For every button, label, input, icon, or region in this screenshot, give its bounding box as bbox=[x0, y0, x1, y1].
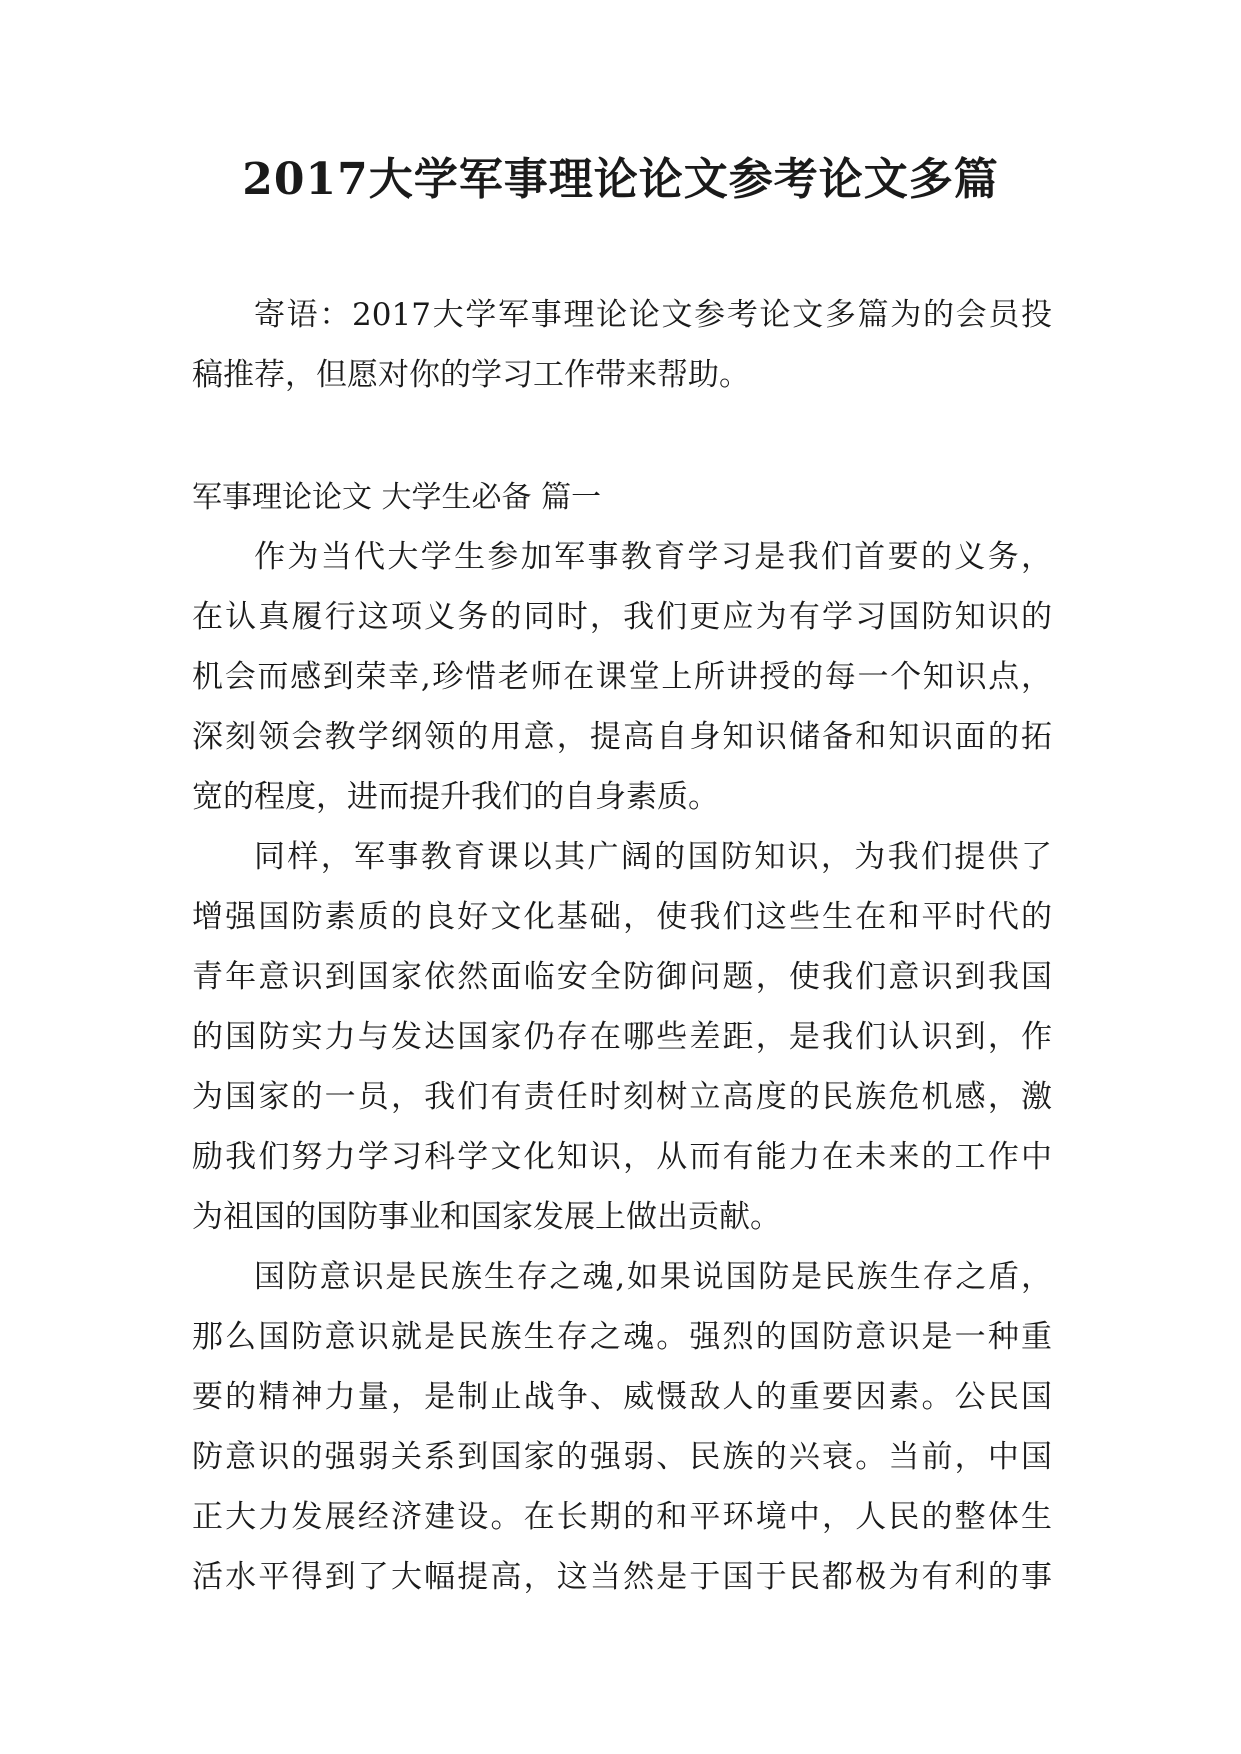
paragraph-line: 活水平得到了大幅提高，这当然是于国于民都极为有利的事 bbox=[192, 1559, 1052, 1595]
paragraph-line: 机会而感到荣幸,珍惜老师在课堂上所讲授的每一个知识点， bbox=[192, 659, 1052, 695]
paragraph-line: 同样，军事教育课以其广阔的国防知识，为我们提供了 bbox=[254, 839, 1052, 875]
intro-line: 寄语：2017大学军事理论论文参考论文多篇为的会员投 bbox=[254, 297, 1052, 333]
paragraph-line: 励我们努力学习科学文化知识，从而有能力在未来的工作中 bbox=[192, 1139, 1052, 1175]
spacer bbox=[192, 405, 1052, 469]
paragraph-line: 为国家的一员，我们有责任时刻树立高度的民族危机感，激 bbox=[192, 1079, 1052, 1115]
paragraph-line: 为祖国的国防事业和国家发展上做出贡献。 bbox=[192, 1199, 781, 1235]
paragraph-line: 宽的程度，进而提升我们的自身素质。 bbox=[192, 779, 719, 815]
paragraph-line: 增强国防素质的良好文化基础，使我们这些生在和平时代的 bbox=[192, 899, 1052, 935]
section-heading: 军事理论论文 大学生必备 篇一 bbox=[192, 480, 602, 515]
paragraph-line: 防意识的强弱关系到国家的强弱、民族的兴衰。当前，中国 bbox=[192, 1439, 1052, 1475]
paragraph-line: 要的精神力量，是制止战争、威慑敌人的重要因素。公民国 bbox=[192, 1379, 1052, 1415]
paragraph-line: 的国防实力与发达国家仍存在哪些差距，是我们认识到，作 bbox=[192, 1019, 1052, 1055]
paragraph-line: 深刻领会教学纲领的用意，提高自身知识储备和知识面的拓 bbox=[192, 719, 1052, 755]
paragraph-line: 那么国防意识就是民族生存之魂。强烈的国防意识是一种重 bbox=[192, 1319, 1052, 1355]
intro-line: 稿推荐，但愿对你的学习工作带来帮助。 bbox=[192, 357, 750, 393]
paragraph-line: 在认真履行这项义务的同时，我们更应为有学习国防知识的 bbox=[192, 599, 1052, 635]
paragraph-line: 国防意识是民族生存之魂,如果说国防是民族生存之盾， bbox=[254, 1259, 1052, 1295]
paragraph-line: 正大力发展经济建设。在长期的和平环境中，人民的整体生 bbox=[192, 1499, 1052, 1535]
document-title: 2017大学军事理论论文参考论文多篇 bbox=[242, 154, 999, 205]
paragraph-line: 青年意识到国家依然面临安全防御问题，使我们意识到我国 bbox=[192, 959, 1052, 995]
paragraph-line: 作为当代大学生参加军事教育学习是我们首要的义务， bbox=[254, 539, 1052, 575]
document-body bbox=[192, 285, 1052, 1607]
